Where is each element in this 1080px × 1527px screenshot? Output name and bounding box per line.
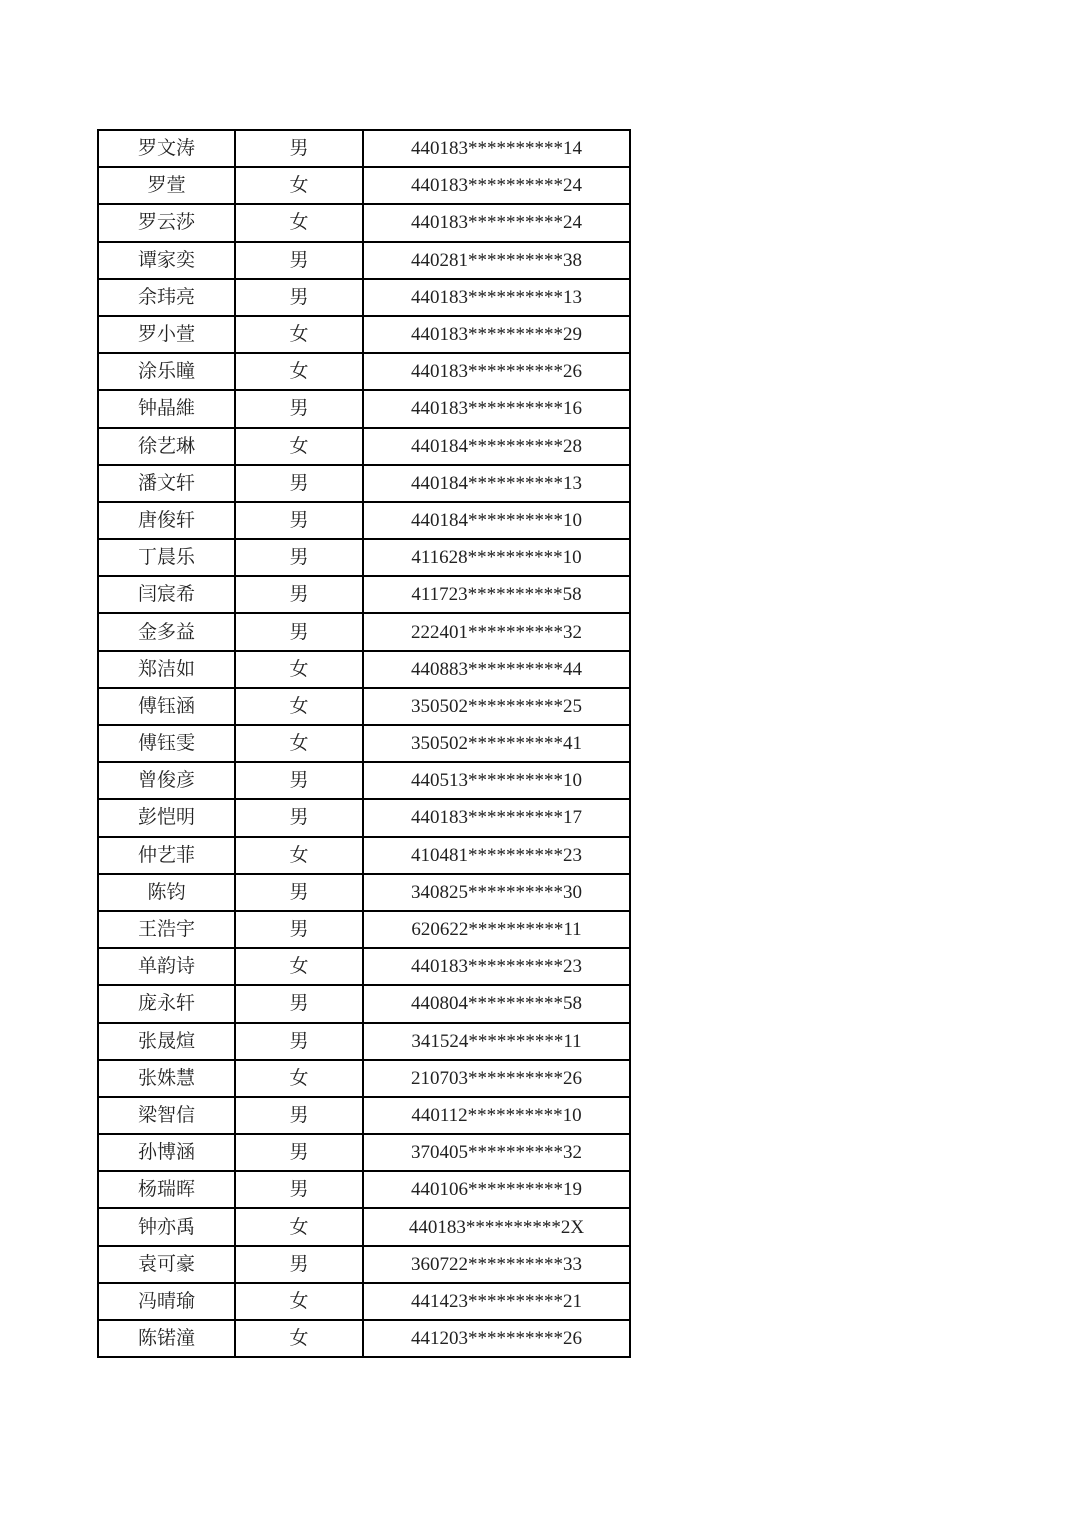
gender-cell: 女 <box>235 204 363 241</box>
name-cell: 梁智信 <box>98 1097 235 1134</box>
table-row <box>98 725 630 762</box>
table-row <box>98 1060 630 1097</box>
gender-cell: 男 <box>235 390 363 427</box>
id-number-cell: 440183**********13 <box>363 279 630 316</box>
table-row <box>98 1171 630 1208</box>
table-row <box>98 1283 630 1320</box>
gender-cell: 男 <box>235 576 363 613</box>
gender-cell: 男 <box>235 1171 363 1208</box>
table-row <box>98 167 630 204</box>
name-cell: 孙博涵 <box>98 1134 235 1171</box>
id-number-cell: 440183**********14 <box>363 130 630 167</box>
id-number-cell: 440106**********19 <box>363 1171 630 1208</box>
gender-cell: 男 <box>235 279 363 316</box>
name-cell: 罗萱 <box>98 167 235 204</box>
name-cell: 钟晶維 <box>98 390 235 427</box>
id-number-cell: 222401**********32 <box>363 613 630 650</box>
name-cell: 张姝慧 <box>98 1060 235 1097</box>
table-row <box>98 465 630 502</box>
table-row <box>98 1023 630 1060</box>
gender-cell: 女 <box>235 948 363 985</box>
table-row <box>98 279 630 316</box>
name-cell: 涂乐瞳 <box>98 353 235 390</box>
table-row <box>98 539 630 576</box>
id-number-cell: 341524**********11 <box>363 1023 630 1060</box>
table-row <box>98 390 630 427</box>
name-cell: 仲艺菲 <box>98 837 235 874</box>
gender-cell: 女 <box>235 353 363 390</box>
gender-cell: 男 <box>235 1097 363 1134</box>
name-cell: 钟亦禹 <box>98 1208 235 1245</box>
gender-cell: 女 <box>235 651 363 688</box>
table-row <box>98 1246 630 1283</box>
name-cell: 冯晴瑜 <box>98 1283 235 1320</box>
id-number-cell: 440184**********28 <box>363 428 630 465</box>
name-cell: 郑洁如 <box>98 651 235 688</box>
id-number-cell: 410481**********23 <box>363 837 630 874</box>
name-cell: 彭恺明 <box>98 799 235 836</box>
gender-cell: 男 <box>235 130 363 167</box>
id-number-cell: 440184**********10 <box>363 502 630 539</box>
gender-cell: 男 <box>235 1023 363 1060</box>
id-number-cell: 411628**********10 <box>363 539 630 576</box>
roster-table <box>97 129 631 1358</box>
table-row <box>98 1097 630 1134</box>
gender-cell: 女 <box>235 1283 363 1320</box>
gender-cell: 女 <box>235 167 363 204</box>
table-row <box>98 911 630 948</box>
name-cell: 金多益 <box>98 613 235 650</box>
id-number-cell: 440183**********24 <box>363 167 630 204</box>
gender-cell: 男 <box>235 985 363 1022</box>
name-cell: 徐艺琳 <box>98 428 235 465</box>
name-cell: 余玮亮 <box>98 279 235 316</box>
table-row <box>98 353 630 390</box>
id-number-cell: 440183**********26 <box>363 353 630 390</box>
id-number-cell: 440183**********16 <box>363 390 630 427</box>
table-row <box>98 985 630 1022</box>
table-row <box>98 613 630 650</box>
gender-cell: 男 <box>235 874 363 911</box>
gender-cell: 男 <box>235 911 363 948</box>
id-number-cell: 440183**********29 <box>363 316 630 353</box>
roster-table-body <box>98 130 630 1357</box>
name-cell: 袁可豪 <box>98 1246 235 1283</box>
id-number-cell: 441423**********21 <box>363 1283 630 1320</box>
table-row <box>98 428 630 465</box>
gender-cell: 女 <box>235 688 363 725</box>
gender-cell: 男 <box>235 1134 363 1171</box>
id-number-cell: 340825**********30 <box>363 874 630 911</box>
name-cell: 陈锘潼 <box>98 1320 235 1357</box>
table-row <box>98 948 630 985</box>
table-row <box>98 1320 630 1357</box>
gender-cell: 女 <box>235 428 363 465</box>
table-row <box>98 576 630 613</box>
gender-cell: 男 <box>235 502 363 539</box>
name-cell: 罗云莎 <box>98 204 235 241</box>
gender-cell: 男 <box>235 539 363 576</box>
table-row <box>98 316 630 353</box>
gender-cell: 女 <box>235 725 363 762</box>
id-number-cell: 440883**********44 <box>363 651 630 688</box>
id-number-cell: 440183**********24 <box>363 204 630 241</box>
table-row <box>98 651 630 688</box>
table-row <box>98 799 630 836</box>
table-row <box>98 1208 630 1245</box>
table-row <box>98 242 630 279</box>
gender-cell: 女 <box>235 1060 363 1097</box>
table-row <box>98 837 630 874</box>
name-cell: 丁晨乐 <box>98 539 235 576</box>
gender-cell: 男 <box>235 465 363 502</box>
name-cell: 王浩宇 <box>98 911 235 948</box>
table-row <box>98 130 630 167</box>
id-number-cell: 370405**********32 <box>363 1134 630 1171</box>
gender-cell: 男 <box>235 1246 363 1283</box>
name-cell: 唐俊轩 <box>98 502 235 539</box>
gender-cell: 女 <box>235 837 363 874</box>
table-row <box>98 874 630 911</box>
gender-cell: 男 <box>235 242 363 279</box>
table-row <box>98 688 630 725</box>
id-number-cell: 440183**********2X <box>363 1208 630 1245</box>
name-cell: 杨瑞晖 <box>98 1171 235 1208</box>
name-cell: 罗小萱 <box>98 316 235 353</box>
id-number-cell: 360722**********33 <box>363 1246 630 1283</box>
name-cell: 罗文涛 <box>98 130 235 167</box>
gender-cell: 女 <box>235 1320 363 1357</box>
id-number-cell: 440513**********10 <box>363 762 630 799</box>
id-number-cell: 440281**********38 <box>363 242 630 279</box>
name-cell: 谭家奕 <box>98 242 235 279</box>
table-row <box>98 1134 630 1171</box>
name-cell: 潘文轩 <box>98 465 235 502</box>
id-number-cell: 440183**********17 <box>363 799 630 836</box>
id-number-cell: 411723**********58 <box>363 576 630 613</box>
table-row <box>98 502 630 539</box>
id-number-cell: 440804**********58 <box>363 985 630 1022</box>
id-number-cell: 620622**********11 <box>363 911 630 948</box>
name-cell: 傅钰涵 <box>98 688 235 725</box>
id-number-cell: 350502**********25 <box>363 688 630 725</box>
gender-cell: 男 <box>235 613 363 650</box>
name-cell: 张晟煊 <box>98 1023 235 1060</box>
table-row <box>98 204 630 241</box>
id-number-cell: 350502**********41 <box>363 725 630 762</box>
id-number-cell: 440112**********10 <box>363 1097 630 1134</box>
id-number-cell: 210703**********26 <box>363 1060 630 1097</box>
name-cell: 陈钧 <box>98 874 235 911</box>
name-cell: 曾俊彦 <box>98 762 235 799</box>
gender-cell: 男 <box>235 762 363 799</box>
gender-cell: 男 <box>235 799 363 836</box>
gender-cell: 女 <box>235 316 363 353</box>
name-cell: 单韵诗 <box>98 948 235 985</box>
id-number-cell: 440184**********13 <box>363 465 630 502</box>
id-number-cell: 440183**********23 <box>363 948 630 985</box>
name-cell: 闫宸希 <box>98 576 235 613</box>
name-cell: 庞永轩 <box>98 985 235 1022</box>
table-row <box>98 762 630 799</box>
id-number-cell: 441203**********26 <box>363 1320 630 1357</box>
name-cell: 傅钰雯 <box>98 725 235 762</box>
gender-cell: 女 <box>235 1208 363 1245</box>
